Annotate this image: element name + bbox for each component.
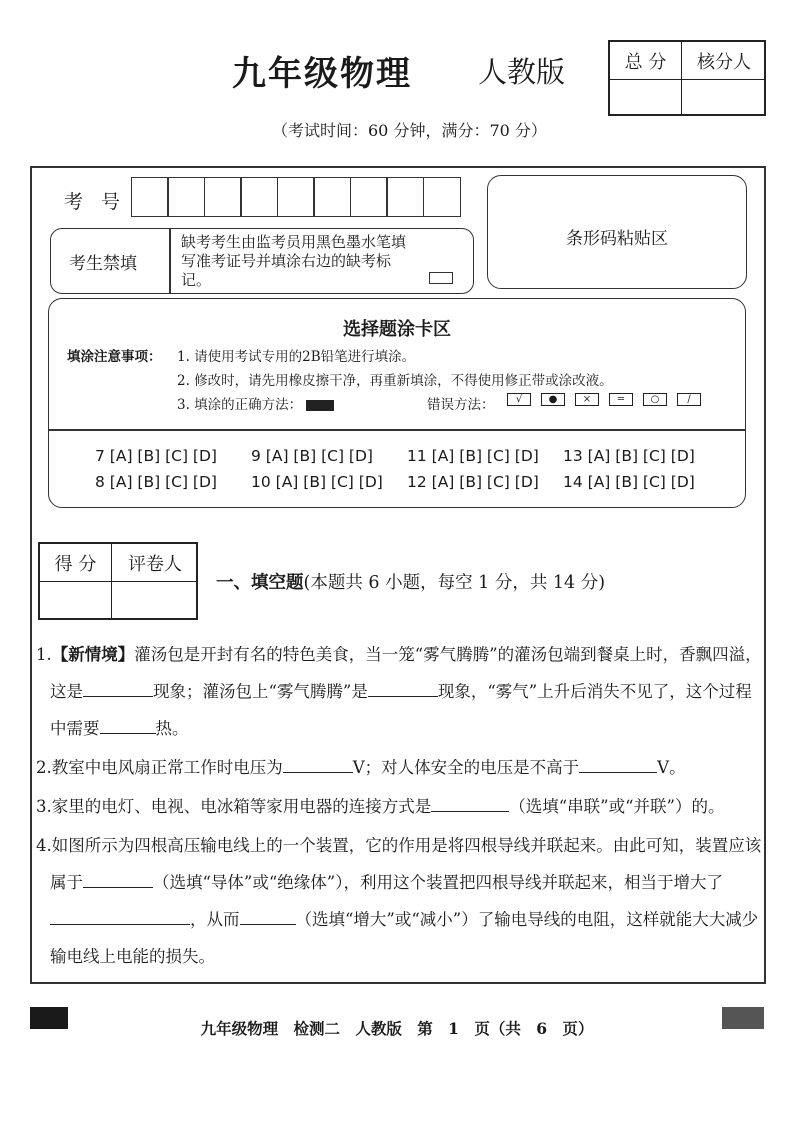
choice-item-7[interactable]: 7 [A] [B] [C] [D] <box>95 447 217 465</box>
absent-mark-box[interactable] <box>429 272 453 284</box>
note-1: 1. 请使用考试专用的2B铅笔进行填涂。 <box>177 349 416 365</box>
question-4 <box>36 827 764 975</box>
section-name: 一、填空题 <box>216 573 304 593</box>
page-footer: 九年级物理 检测二 人教版 第 1 页（共 6 页） <box>200 1019 594 1038</box>
exam-number-cell[interactable] <box>350 177 388 217</box>
wrong-mark-sample: ○ <box>643 393 667 406</box>
total-score-box <box>608 40 766 116</box>
wrong-mark-sample: × <box>575 393 599 406</box>
wrong-mark-sample: / <box>677 393 701 406</box>
question-text: （选填“增大”或“减小”）了输电导线的电阻，这样就能大大减少输电线上电能的损失。 <box>50 910 759 966</box>
question-number: 1. <box>36 645 52 664</box>
exam-number-cells[interactable] <box>132 177 461 217</box>
wrong-method-label: 错误方法： <box>427 397 495 413</box>
choice-answer-card <box>48 298 746 508</box>
wrong-mark-sample: = <box>609 393 633 406</box>
grader-box <box>38 542 198 620</box>
barcode-label: 条形码粘贴区 <box>566 229 668 249</box>
checker-label: 核分人 <box>682 42 766 80</box>
forbidden-text: 缺考考生由监考员用黑色墨水笔填写准考证号并填涂右边的缺考标记。 <box>181 233 407 289</box>
answer-blank[interactable] <box>100 714 156 734</box>
question-number: 3. <box>36 797 52 816</box>
barcode-area <box>487 175 747 289</box>
choice-item-14[interactable]: 14 [A] [B] [C] [D] <box>563 473 695 491</box>
exam-number-cell[interactable] <box>277 177 315 217</box>
choice-row <box>95 447 719 465</box>
score-cell[interactable] <box>40 582 112 620</box>
wrong-method-samples <box>507 393 701 406</box>
choice-item-11[interactable]: 11 [A] [B] [C] [D] <box>407 447 539 465</box>
question-3 <box>36 788 764 825</box>
question-2 <box>36 749 764 786</box>
checker-cell[interactable] <box>682 80 766 116</box>
wrong-mark-sample: ● <box>541 393 565 406</box>
exam-number-cell[interactable] <box>204 177 242 217</box>
divider <box>49 429 745 431</box>
section-title <box>216 569 605 594</box>
answer-blank[interactable] <box>431 792 509 812</box>
note-3 <box>177 393 334 413</box>
exam-number-cell[interactable] <box>313 177 351 217</box>
answer-blank[interactable] <box>240 905 296 925</box>
question-list <box>36 636 764 977</box>
question-text: 现象，“雾气”上升后消失不见了，这个过程中需要 <box>50 682 752 738</box>
page-title: 九年级物理 <box>232 54 412 94</box>
exam-number-cell[interactable] <box>386 177 424 217</box>
answer-blank[interactable] <box>368 677 438 697</box>
notes-label: 填涂注意事项： <box>67 349 162 365</box>
choice-item-10[interactable]: 10 [A] [B] [C] [D] <box>251 473 383 491</box>
question-tag: 【新情境】 <box>51 645 135 664</box>
question-number: 2. <box>36 758 52 777</box>
choice-item-8[interactable]: 8 [A] [B] [C] [D] <box>95 473 217 491</box>
edition-label: 人教版 <box>478 55 566 89</box>
exam-number-cell[interactable] <box>423 177 461 217</box>
question-text: 灌汤包是开封有名的特色美食，当一笼“雾气腾腾”的灌汤包端到餐桌上时，香飘四溢，这是 <box>50 645 762 701</box>
answer-blank[interactable] <box>83 677 153 697</box>
choice-card-title: 选择题涂卡区 <box>343 319 451 340</box>
choice-row <box>95 473 719 491</box>
grader-cell[interactable] <box>112 582 198 620</box>
question-text: 热。 <box>155 719 189 738</box>
question-text: 教室中电风扇正常工作时电压为 <box>51 758 283 777</box>
answer-blank[interactable] <box>579 753 657 773</box>
exam-number-area <box>50 175 475 223</box>
question-text: ，从而 <box>190 910 240 929</box>
divider <box>169 229 171 293</box>
question-1 <box>36 636 764 747</box>
question-text: 家里的电灯、电视、电冰箱等家用电器的连接方式是 <box>51 797 432 816</box>
exam-number-label: 考号 <box>64 191 139 213</box>
question-text: 现象；灌汤包上“雾气腾腾”是 <box>153 682 368 701</box>
choice-item-12[interactable]: 12 [A] [B] [C] [D] <box>407 473 539 491</box>
exam-info: （考试时间：60 分钟，满分：70 分） <box>272 121 547 140</box>
question-text: （选填“串联”或“并联”）的。 <box>509 797 725 816</box>
choice-item-13[interactable]: 13 [A] [B] [C] [D] <box>563 447 695 465</box>
exam-number-cell[interactable] <box>240 177 278 217</box>
note-3-text: 3. 填涂的正确方法： <box>177 397 303 413</box>
wrong-mark-sample: √ <box>507 393 531 406</box>
exam-number-cell[interactable] <box>167 177 205 217</box>
candidate-forbidden-area <box>50 228 474 294</box>
total-score-label: 总 分 <box>610 42 682 80</box>
score-label: 得 分 <box>40 544 112 582</box>
total-score-cell[interactable] <box>610 80 682 116</box>
forbidden-label: 考生禁填 <box>69 254 137 274</box>
section-desc: (本题共 6 小题，每空 1 分，共 14 分) <box>303 573 606 593</box>
exam-number-cell[interactable] <box>131 177 169 217</box>
question-text: （选填“导体”或“绝缘体”），利用这个装置把四根导线并联起来，相当于增大了 <box>153 873 723 892</box>
question-text: 如图所示为四根高压输电线上的一个装置，它的作用是将四根导线并联起来。由此可知，装置应该属于 <box>50 836 762 892</box>
answer-blank[interactable] <box>50 905 190 925</box>
grader-label: 评卷人 <box>112 544 198 582</box>
choice-item-9[interactable]: 9 [A] [B] [C] [D] <box>251 447 373 465</box>
note-2: 2. 修改时，请先用橡皮擦干净，再重新填涂，不得使用修正带或涂改液。 <box>177 373 613 389</box>
answer-blank[interactable] <box>83 868 153 888</box>
answer-blank[interactable] <box>283 753 353 773</box>
correct-fill-sample <box>306 400 334 411</box>
question-number: 4. <box>36 836 52 855</box>
question-text: V。 <box>657 758 686 777</box>
question-text: V；对人体安全的电压是不高于 <box>352 758 580 777</box>
